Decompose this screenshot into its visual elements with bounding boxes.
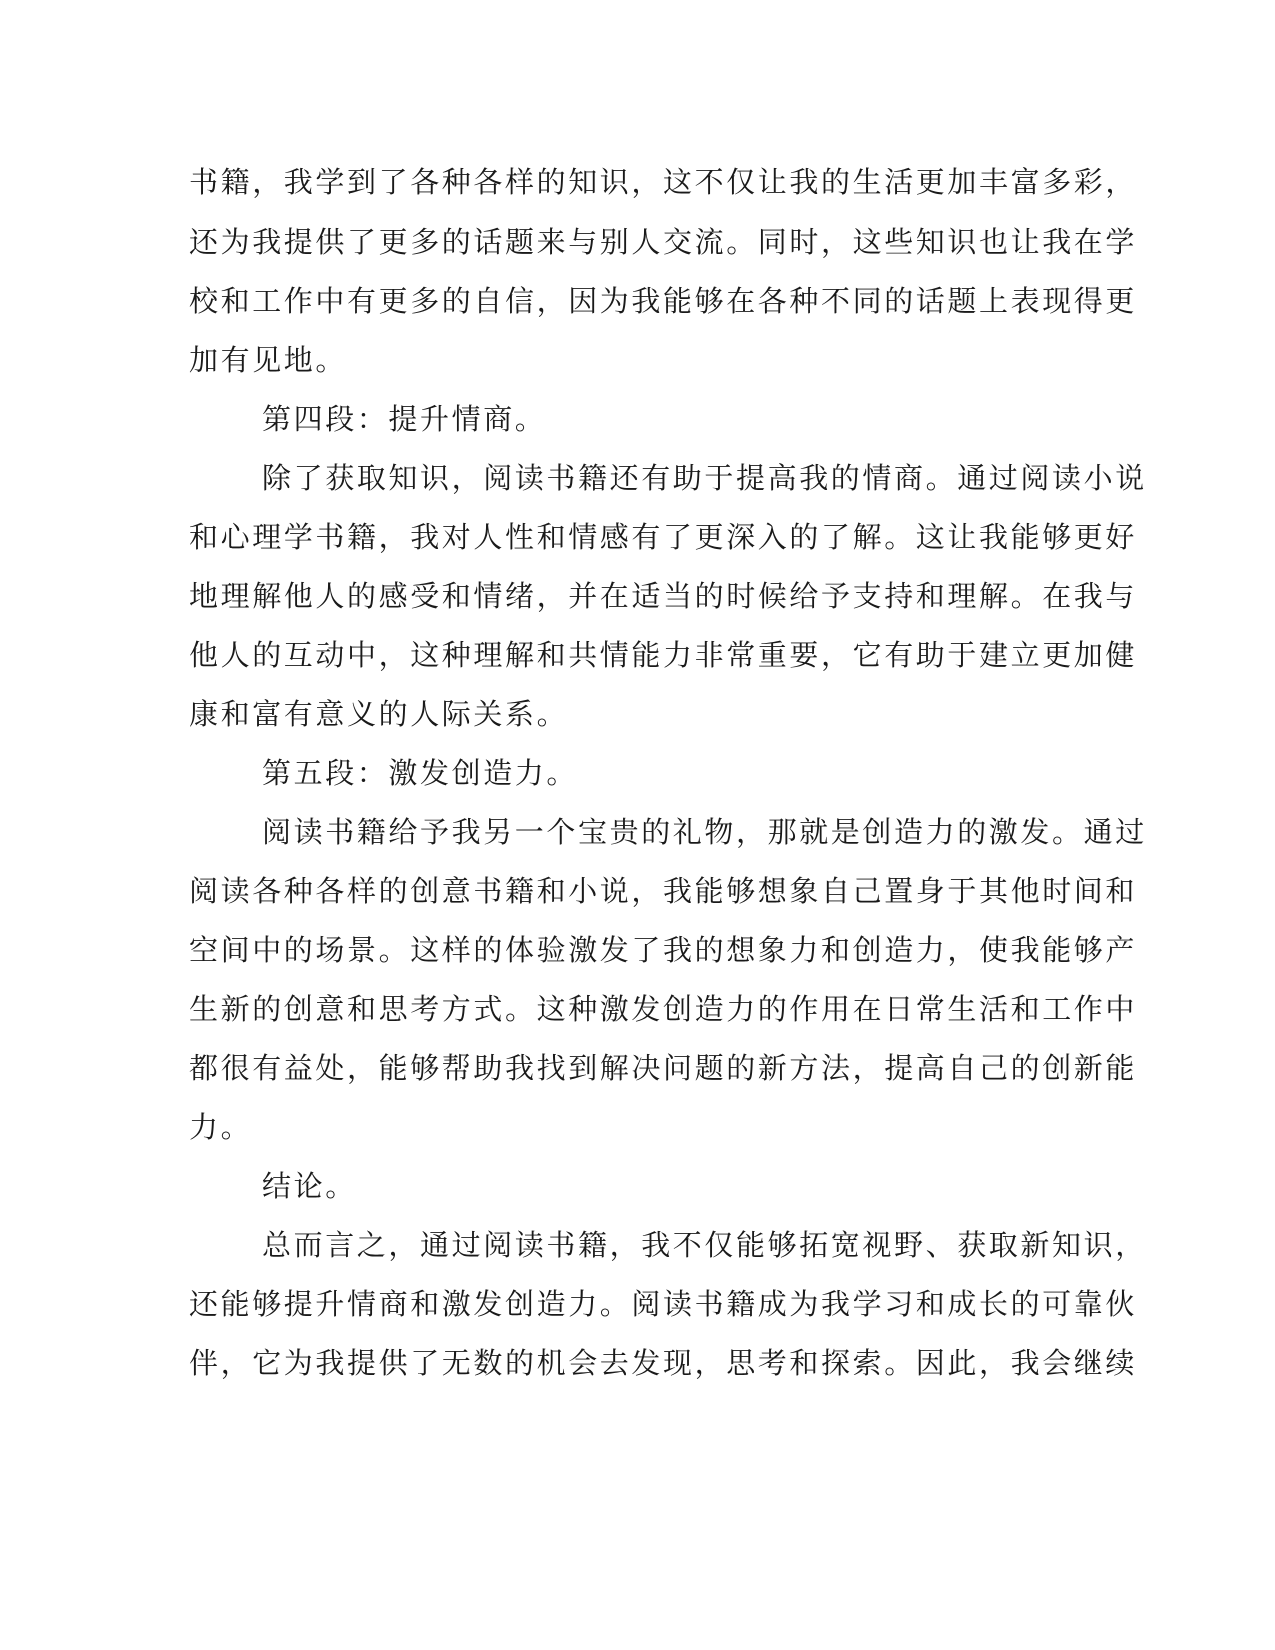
- text-line: 校和工作中有更多的自信，因为我能够在各种不同的话题上表现得更: [189, 284, 1138, 318]
- text-line: 康和富有意义的人际关系。: [189, 697, 569, 731]
- section-heading: 结论。: [262, 1169, 357, 1203]
- text-line: 阅读各种各样的创意书籍和小说，我能够想象自己置身于其他时间和: [189, 874, 1138, 908]
- text-line: 还为我提供了更多的话题来与别人交流。同时，这些知识也让我在学: [189, 225, 1138, 259]
- text-line: 加有见地。: [189, 343, 348, 377]
- text-line: 伴，它为我提供了无数的机会去发现，思考和探索。因此，我会继续: [189, 1346, 1138, 1380]
- text-line: 除了获取知识，阅读书籍还有助于提高我的情商。通过阅读小说: [262, 461, 1147, 495]
- text-line: 书籍，我学到了各种各样的知识，这不仅让我的生活更加丰富多彩，: [189, 165, 1138, 199]
- text-line: 和心理学书籍，我对人性和情感有了更深入的了解。这让我能够更好: [189, 520, 1138, 554]
- text-line: 总而言之，通过阅读书籍，我不仅能够拓宽视野、获取新知识，: [262, 1228, 1147, 1262]
- text-line: 都很有益处，能够帮助我找到解决问题的新方法，提高自己的创新能: [189, 1051, 1138, 1085]
- text-line: 他人的互动中，这种理解和共情能力非常重要，它有助于建立更加健: [189, 638, 1138, 672]
- text-line: 力。: [189, 1110, 253, 1144]
- section-heading: 第四段：提升情商。: [262, 402, 547, 436]
- text-line: 生新的创意和思考方式。这种激发创造力的作用在日常生活和工作中: [189, 992, 1138, 1026]
- text-line: 还能够提升情商和激发创造力。阅读书籍成为我学习和成长的可靠伙: [189, 1287, 1138, 1321]
- text-line: 空间中的场景。这样的体验激发了我的想象力和创造力，使我能够产: [189, 933, 1138, 967]
- text-line: 地理解他人的感受和情绪，并在适当的时候给予支持和理解。在我与: [189, 579, 1138, 613]
- section-heading: 第五段：激发创造力。: [262, 756, 579, 790]
- text-line: 阅读书籍给予我另一个宝贵的礼物，那就是创造力的激发。通过: [262, 815, 1147, 849]
